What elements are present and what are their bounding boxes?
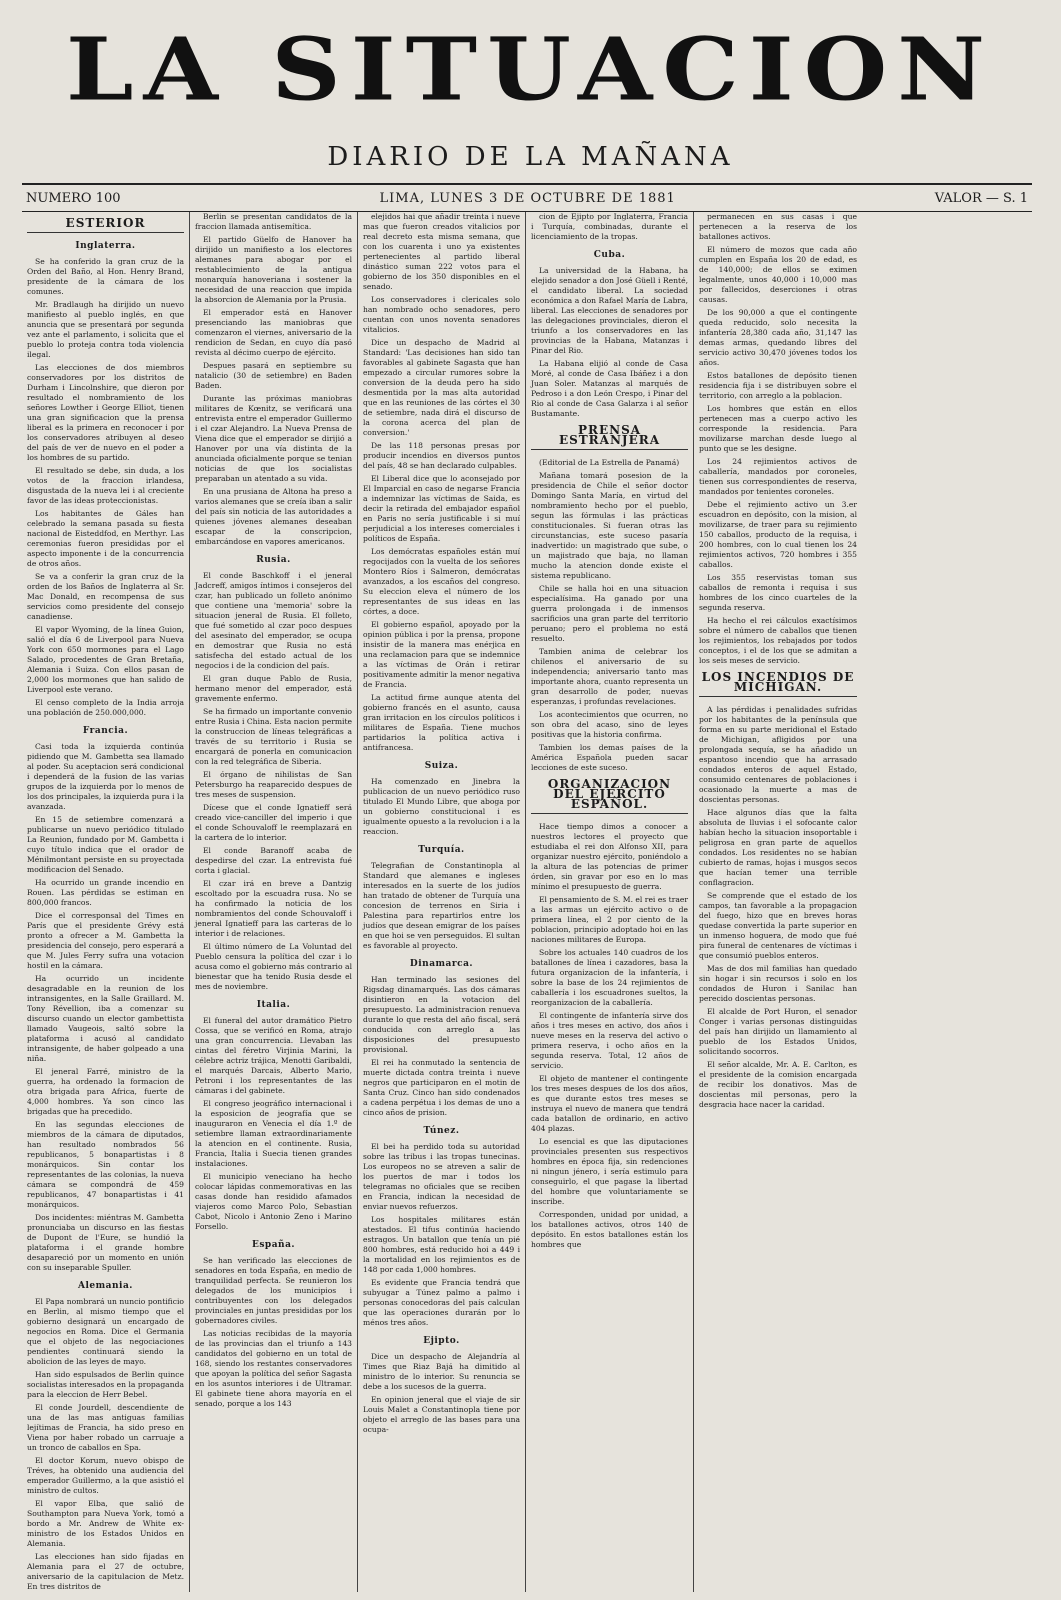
- section-heading: Suiza.: [424, 761, 459, 771]
- column-3: [358, 212, 526, 1592]
- section-heading: Inglaterra.: [75, 241, 136, 251]
- article-paragraph: Dice un despacho de Madrid al Standard: 'Las decisiones han sido tan favorables al gabinete Sagasta que han empezado a circular rumores sobre la conversion de la deuda pero ha sido desmentida por la mas alta autoridad que en las reuniones de las córtes el 30 de setiembre, nada dirá el discurso de la corona acerca del plan de conversion.': [363, 338, 520, 437]
- article-paragraph: Dos incidentes: miéntras M. Gambetta pronunciaba un discurso en las fiestas de Dupont de l'Eure, se hundió la plataforma i el grande hombre desapareció por un momento en unión con su inseparable Spuller.: [27, 1213, 184, 1272]
- section-heading: Turquía.: [418, 845, 465, 855]
- article-paragraph: En 15 de setiembre comenzará a publicarse un nuevo periódico titulado La Reunion, fundado por M. Gambetta i cuyo título indica que el orador de Ménilmontant persiste en su proyectada modificacion del Senado.: [27, 815, 184, 874]
- column-1: [22, 212, 190, 1592]
- article-columns: [22, 212, 1032, 1592]
- article-paragraph: Han sido espulsados de Berlin quince socialistas interesados en la propaganda para la eleccion de Herr Bebel.: [27, 1370, 184, 1399]
- article-paragraph: El conde Baschkoff i el jeneral Jadcreff, amigos íntimos i consejeros del czar, han publicado un folleto anónimo que contiene una 'memoria' sobre la situacion jeneral de Rusia. El folleto, que fué sometido al czar poco despues del asesinato del emperador, se ocupa en demostrar que Rusia no está satisfecha del estado actual de los negocios i de la condicion del país.: [195, 571, 352, 670]
- article-paragraph: El jeneral Farré, ministro de la guerra, ha ordenado la formacion de otra brigada para Africa, fuerte de 4,000 hombres. Ya son cinco las brigadas que ha precedido.: [27, 1067, 184, 1116]
- article-paragraph: Mañana tomará posesion de la presidencia de Chile el señor doctor Domingo Santa María, en virtud del nombramiento hecho por el pueblo, segun las fórmulas i las prácticas constitucionales. Si fueran otras las circunstancias, este suceso pasaría inadvertido: un magistrado que sube, o un majistrado que baja, no llaman mucho la atencion donde existe el sistema republicano.: [531, 471, 688, 580]
- section-heading: ORGANIZACION DEL EJERCITO ESPAÑOL.: [531, 779, 688, 814]
- article-paragraph: Ha comenzado en Jinebra la publicacion de un nuevo periódico ruso titulado El Mundo Libre, que aboga por un gobierno constitucional i es igualmente opuesto a la revolucion i a la reaccion.: [363, 777, 520, 836]
- section-heading: España.: [251, 1240, 296, 1250]
- section-heading: LOS INCENDIOS DE MICHIGAN.: [699, 672, 857, 697]
- article-paragraph: Las elecciones de dos miembros conservadores por los distritos de Durham i Lincolnshire, que dieron por resultado el nombramiento de los señores Lowther i George Elliot, tienen una gran significacion que la prensa liberal es la primera en reconocer i por los conservadores atribuyen al deseo del país de ver de nuevo en el poder a los hombres de su partido.: [27, 363, 184, 462]
- article-paragraph: cion de Ejipto por Inglaterra, Francia i Turquía, combinadas, durante el licenciamiento de la tropas.: [531, 212, 688, 241]
- section-heading: ESTERIOR: [27, 218, 184, 233]
- article-paragraph: El bei ha perdido toda su autoridad sobre las tribus i las tropas tunecinas. Los europeos no se atreven a salir de los puertos de mar i todos los telegramas no oficiales que se reciben en Francia, indican la necesidad de enviar nuevos refuerzos.: [363, 1142, 520, 1211]
- article-paragraph: El resultado se debe, sin duda, a los votos de la fraccion irlandesa, disgustada de la nueva lei i al creciente favor de las ideas proteccionistas.: [27, 466, 184, 505]
- article-paragraph: Telegrafian de Constantinopla al Standard que alemanes e ingleses interesados en la suerte de los judíos han tratado de obtener de Turquía una concesion de terrenos en Siria i Palestina para repartirlos entre los judíos que desean emigrar de los países en que hoi se ven perseguidos. El sultan es favorable al proyecto.: [363, 861, 520, 950]
- section-heading: PRENSA ESTRANJERA: [531, 425, 688, 450]
- article-paragraph: Se han verificado las elecciones de senadores en toda España, en medio de tranquilidad perfecta. Se reunieron los delegados de los municipios i contribuyentes con los delegados provinciales en juntas presididas por los gobernadores civiles.: [195, 1256, 352, 1325]
- article-paragraph: El número de mozos que cada año cumplen en España los 20 de edad, es de 140,000; de ellos se eximen legalmente, unos 40,000 i 10,000 mas por fallecidos, deserciones i otras causas.: [699, 245, 857, 304]
- article-paragraph: La universidad de la Habana, ha elejido senador a don José Güell i Renté, el candidato liberal. La sociedad económica a don Rafael María de Labra, liberal. Las elecciones de senadores por las delegaciones provinciales, dieron el triunfo a los conservadores en las provincias de la Habana, Matanzas i Pinar del Rio.: [531, 266, 688, 355]
- article-paragraph: Mr. Bradlaugh ha dirijido un nuevo manifiesto al pueblo inglés, en que anuncia que se presentará por segunda vez ante el parlamento, i solicita que el pueblo lo proteja contra toda violencia ilegal.: [27, 300, 184, 359]
- article-paragraph: El señor alcalde, Mr. A. E. Carlton, es el presidente de la comision encargada de recibir los donativos. Mas de doscientas mil personas, pero la desgracia hace nacer la caridad.: [699, 1060, 857, 1109]
- article-paragraph: El conde Jourdell, descendiente de una de las mas antiguas familias lejítimas de Francia, ha sido preso en Viena por haber robado un carruaje a un tronco de caballos en Spa.: [27, 1403, 184, 1452]
- article-paragraph: Estos batallones de depósito tienen residencia fija i se distribuyen sobre el territorio, con arreglo a la poblacion.: [699, 371, 857, 400]
- section-heading: Dinamarca.: [409, 959, 474, 969]
- article-paragraph: El conde Baranoff acaba de despedirse del czar. La entrevista fué corta i glacial.: [195, 846, 352, 875]
- article-paragraph: Los habitantes de Gáles han celebrado la semana pasada su fiesta nacional de Eisteddfod, en Merthyr. Las ceremonias fueron presididas por el aspecto imponente i de la concurrencia de otros años.: [27, 509, 184, 568]
- article-paragraph: elejidos hai que añadir treinta i nueve mas que fueron creados vitalicios por real decreto esta misma semana, que con los cuarenta i uno ya existentes pertenecientes al partido liberal dinástico suman 222 votos para el gobierno de los 350 disponibles en el senado.: [363, 212, 520, 291]
- article-paragraph: El Papa nombrará un nuncio pontificio en Berlin, al mismo tiempo que el gobierno designará un encargado de negocios en Roma. Dice el Germania que el objeto de las negociaciones pendientes continuará siendo la abolicion de las leyes de mayo.: [27, 1297, 184, 1366]
- article-paragraph: Debe el rejimiento activo un 3.er escuadron en depósito, con la mision, al movilizarse, de traer para su rejimiento 150 caballos, producto de la requisa, i 200 hombres, con lo cual tienen los 24 rejimientos activos, 720 hombres i 355 caballos.: [699, 500, 857, 569]
- article-paragraph: Tambien anima de celebrar los chilenos el aniversario de su independencia; aniversario tanto mas importante ahora, cuanto representa un gran desarrollo de poder, nuevas esperanzas, i profundas revelaciones.: [531, 647, 688, 706]
- article-paragraph: Dice el corresponsal del Times en París que el presidente Grévy está pronto a ofrecer a M. Gambetta la presidencia del consejo, pero esperará a que M. Jules Ferry sufra una votacion hostil en la cámara.: [27, 911, 184, 970]
- article-paragraph: (Editorial de La Estrella de Panamá): [539, 458, 680, 467]
- article-paragraph: Ha ocurrido un incidente desagradable en la reunion de los intransigentes, en la Salle Graillard. M. Tony Révellion, iba a comenzar su discurso cuando un elector gambettista llamado Vaugeois, saltó sobre la plataforma i acusó al candidato intransigente, de haber golpeado a una niña.: [27, 974, 184, 1063]
- article-paragraph: Dice un despacho de Alejandría al Times que Riaz Bajá ha dimitido al ministro de lo interior. Su renuncia se debe a los sucesos de la guerra.: [363, 1352, 520, 1391]
- article-paragraph: La Habana elijió al conde de Casa Moré, al conde de Casa Ibáñez i a don Juan Soler. Matanzas al marqués de Pedroso i a don León Crespo, i Pinar del Rio al conde de Casa Galarza i al señor Bustamante.: [531, 359, 688, 418]
- article-paragraph: Despues pasará en septiembre su natalicio (30 de setiembre) en Baden Baden.: [195, 361, 352, 390]
- article-paragraph: El funeral del autor dramático Pietro Cossa, que se verificó en Roma, atrajo una gran concurrencia. Llevaban las cintas del féretro Virjinia Marini, la célebre actriz trájica, Menotti Garibaldi, el marqués Darcais, Alberto Mario, Petroni i los representantes de las cámaras i del gabinete.: [195, 1016, 352, 1095]
- article-paragraph: De los 90,000 a que el contingente queda reducido, solo necesita la infantería 28,380 cada año, 31,147 las demas armas, quedando libres del servicio activo 30,470 jóvenes todos los años.: [699, 308, 857, 367]
- article-paragraph: El contingente de infantería sirve dos años i tres meses en activo, dos años i nueve meses en la reserva del activo o primera reserva, i ocho años en la segunda reserva. Total, 12 años de servicio.: [531, 1011, 688, 1070]
- section-heading: Cuba.: [593, 250, 626, 260]
- newspaper-title: LA SITUACION: [65, 18, 995, 121]
- section-heading: Italia.: [256, 1000, 291, 1010]
- article-paragraph: Durante las próximas maniobras militares de Kœnitz, se verificará una entrevista entre el emperador Guillermo i el czar Alejandro. La Nueva Prensa de Viena dice que el emperador se dirijió a Hanover por una vía distinta de la anunciada oficialmente porque se tenian noticias de que los socialistas preparaban un atentado a su vida.: [195, 394, 352, 483]
- article-paragraph: permanecen en sus casas i que pertenecen a la reserva de los batallones activos.: [699, 212, 857, 241]
- article-paragraph: Se comprende que el estado de los campos, tan favorable a la propagacion del fuego, hizo que en breves horas quedase convertida la parte superior en un inmenso hoguera, de modo que fué pira funeral de centenares de víctimas i que consumió pueblos enteros.: [699, 891, 857, 960]
- article-paragraph: Mas de dos mil familias han quedado sin hogar i sin recursos i solo en los condados de Huron i Sanilac han perecido doscientas personas.: [699, 964, 857, 1003]
- issue-number: NUMERO 100: [26, 190, 121, 206]
- article-paragraph: A las pérdidas i penalidades sufridas por los habitantes de la península que forma en su parte meridional el Estado de Michigan, afligidos por una prolongada sequía, se ha añadido un espantoso incendio que ha arrasado condados enteros de aquel Estado, consumido centenares de poblaciones i ocasionado la muerte a mas de doscientas personas.: [699, 705, 857, 804]
- article-paragraph: En opinion jeneral que el viaje de sir Louis Malet a Constantinopla tiene por objeto el arreglo de las bases para una ocupa-: [363, 1395, 520, 1434]
- article-paragraph: Se ha conferido la gran cruz de la Orden del Baño, al Hon. Henry Brand, presidente de la cámara de los comunes.: [27, 257, 184, 296]
- article-paragraph: El partido Güelfo de Hanover ha dirijido un manifiesto a los electores alemanes para abogar por el restablecimiento de la antigua monarquía hanoveriana i sostener la necesidad de una reaccion que impida la absorcion de Alemania por la Prusia.: [195, 235, 352, 304]
- article-paragraph: Los acontecimientos que ocurren, no son obra del acaso, sino de leyes positivas que la historia confirma.: [531, 710, 688, 739]
- article-paragraph: Berlin se presentan candidatos de la fraccion llamada antisemítica.: [195, 212, 352, 231]
- section-heading: Francia.: [82, 726, 129, 736]
- article-paragraph: El censo completo de la India arroja una población de 250.000,000.: [27, 698, 184, 717]
- article-paragraph: Ha ocurrido un grande incendio en Rouen. Las pérdidas se estiman en 800,000 francos.: [27, 878, 184, 907]
- article-paragraph: Es evidente que Francia tendrá que subyugar a Túnez palmo a palmo i personas conocedoras del país calculan que las operaciones durarán por lo ménos tres años.: [363, 1278, 520, 1327]
- article-paragraph: Los conservadores i clericales solo han nombrado ocho senadores, pero cuentan con unos noventa senadores vitalicios.: [363, 295, 520, 334]
- article-paragraph: Los hombres que están en ellos pertenecen mas a cuerpo activo les corresponde la residencia. Para movilizarse marchan desde luego al punto que se les designe.: [699, 404, 857, 453]
- article-paragraph: El czar irá en breve a Dantzig escoltado por la escuadra rusa. No se ha confirmado la noticia de los nombramientos del conde Schouvaloff i jeneral Ignatieff para las carteras de lo interior i de relaciones.: [195, 879, 352, 938]
- article-paragraph: El último número de La Voluntad del Pueblo censura la política del czar i lo acusa como el gobierno más contrario al bienestar que ha tenido Rusia desde el mes de noviembre.: [195, 942, 352, 991]
- article-paragraph: El doctor Korum, nuevo obispo de Tréves, ha obtenido una audiencia del emperador Guillermo, a la que asistió el ministro de cultos.: [27, 1456, 184, 1495]
- section-heading: Rusia.: [256, 555, 291, 565]
- article-paragraph: Dícese que el conde Ignatieff será creado vice-canciller del imperio i que el conde Schouvaloff le reemplazará en la cartera de lo interior.: [195, 803, 352, 842]
- article-paragraph: El gran duque Pablo de Rusia, hermano menor del emperador, está gravemente enfermo.: [195, 674, 352, 703]
- article-paragraph: El alcalde de Port Huron, el senador Conger i varias personas distinguidas del país han dirijido un llamamiento al pueblo de los Estados Unidos, solicitando socorros.: [699, 1007, 857, 1056]
- article-paragraph: El congreso jeográfico internacional i la esposicion de jeografía que se inauguraron en Venecia el día 1.º de setiembre llaman extraordinariamente la atencion en el continente. Rusia, Francia, Italia i Suecia tienen grandes instalaciones.: [195, 1099, 352, 1168]
- section-heading: Alemania.: [78, 1281, 133, 1291]
- article-paragraph: Hace algunos días que la falta absoluta de lluvias i el sofocante calor habían hecho la situacion insoportable i peligrosa en gran parte de aquellos condados. Los residentes no se habían cubierto de ramas, hojas i musgos secos que hacían temer una terrible conflagracion.: [699, 808, 857, 887]
- article-paragraph: El vapor Wyoming, de la línea Guion, salió el día 6 de Liverpool para Nueva York con 650 mormones para el Lago Salado, procedentes de Gran Bretaña, Alemania i Suiza. Con ellos pasan de 2,000 los mormones que han salido de Liverpool este verano.: [27, 625, 184, 694]
- article-paragraph: El gobierno español, apoyado por la opinion pública i por la prensa, propone insistir de la manera mas enérjica en una reclamacion para que se indemnice a las víctimas de Orán i retirar positivamente admitir la menor negativa de Francia.: [363, 620, 520, 689]
- article-paragraph: Las elecciones han sido fijadas en Alemania para el 27 de octubre, aniversario de la capitulacion de Metz. En tres distritos de: [27, 1552, 184, 1591]
- article-paragraph: Los hospitales militares están atestados. El tifus continúa haciendo estragos. Un batallon que tenía un pié 800 hombres, está reducido hoi a 449 i la mortalidad en los rejimientos es de 148 por cada 1,000 hombres.: [363, 1215, 520, 1274]
- article-paragraph: Chile se halla hoi en una situacion especialísima. Ha ganado por una guerra prolongada i de inmensos sacrificios una gran parte del territorio peruano; pero el problema no está resuelto.: [531, 584, 688, 643]
- column-5: [694, 212, 862, 1592]
- masthead: [0, 18, 1061, 172]
- article-paragraph: El pensamiento de S. M. el rei es traer a las armas un ejército activo o de primera línea, el 2 por ciento de la poblacion, principio adoptado hoi en las naciones militares de Europa.: [531, 895, 688, 944]
- article-paragraph: En una prusiana de Altona ha preso a varios alemanes que se creía iban a salir del país sin noticia de las autoridades a quienes jóvenes alemanes deseaban escapar de la conscripcion, embarcándose en vapores americanos.: [195, 487, 352, 546]
- article-paragraph: El municipio veneciano ha hecho colocar lápidas conmemorativas en las casas donde han residido afamados viajeros como Marco Polo, Sebastian Cabot, Nicolo i Antonio Zeno i Marino Forsello.: [195, 1172, 352, 1231]
- issue-date: LIMA, LUNES 3 DE OCTUBRE DE 1881: [379, 190, 676, 206]
- article-paragraph: En las segundas elecciones de miembros de la cámara de diputados, han resultado nombrados 56 republicanos, 5 bonapartistas i 8 monárquicos. Sin contar los representantes de las colonias, la nueva cámara se compondrá de 459 republicanos, 47 bonapartistas i 41 monárquicos.: [27, 1120, 184, 1209]
- article-paragraph: De las 118 personas presas por producir incendios en diversos puntos del país, 48 se han declarado culpables.: [363, 441, 520, 470]
- article-paragraph: Los demócratas españoles están muí regocijados con la vuelta de los señores Montero Ríos i Salmeron, demócratas avanzados, a los escaños del congreso. Su eleccion eleva el número de los representantes de sus ideas en las córtes, a doce.: [363, 547, 520, 616]
- article-paragraph: El rei ha conmutado la sentencia de muerte dictada contra treinta i nueve negros que participaron en el motin de Santa Cruz. Cinco han sido condenados a cadena perpétua i los demas de uno a cinco años de prision.: [363, 1058, 520, 1117]
- article-paragraph: Casi toda la izquierda continúa pidiendo que M. Gambetta sea llamado al poder. Su aceptacion será condicional i dependerá de la fusion de las varias grupos de la izquierda por lo menos de los dos principales, la izquierda pura i la avanzada.: [27, 742, 184, 811]
- article-paragraph: Se ha firmado un importante convenio entre Rusia i China. Esta nacion permite la construccion de líneas telegráficas a través de su territorio i Rusia se encargará de ponerla en comunicacion con la red telegráfica de Siberia.: [195, 707, 352, 766]
- article-paragraph: Ha hecho el rei cálculos exactísimos sobre el número de caballos que tienen los rejimientos, los rebajados por todos conceptos, i el de los que se admitan a los seis meses de servicio.: [699, 616, 857, 665]
- column-2: [190, 212, 358, 1592]
- article-paragraph: Las noticias recibidas de la mayoría de las provincias dan el triunfo a 143 candidatos del gobierno en un total de 168, siendo los restantes conservadores que apoyan la política del señor Sagasta en los asuntos interiores i de Ultramar. El gabinete tiene ahora mayoría en el senado, porque a los 143: [195, 1329, 352, 1408]
- article-paragraph: Los 355 reservistas toman sus caballos de remonta i requisa i sus hombres de los cinco cuarteles de la segunda reserva.: [699, 573, 857, 612]
- section-heading: Ejipto.: [423, 1336, 460, 1346]
- article-paragraph: Se va a conferir la gran cruz de la orden de los Baños de Inglaterra al Sr. Mac Donald, en recompensa de sus servicios como presidente del consejo canadiense.: [27, 572, 184, 621]
- article-paragraph: Sobre los actuales 140 cuadros de los batallones de línea i cazadores, basa la futura organizacion de la infantería, i sobre la base de los 24 rejimientos de caballería i los escuadrones sueltos, la reorganizacion de la caballería.: [531, 948, 688, 1007]
- section-heading: Túnez.: [423, 1126, 460, 1136]
- article-paragraph: Lo esencial es que las diputaciones provinciales presenten sus respectivos hombres en época fija, sin redenciones ni ningun jénero, i sería estimulo para conseguirlo, el que pagase la libertad del hombre que voluntariamente se inscribe.: [531, 1137, 688, 1206]
- article-paragraph: El Liberal dice que lo aconsejado por El Imparcial en caso de negarse Francia a indemnizar las víctimas de Saida, es decir la retirada del embajador español en Paris no sería justificable i si muí perjudicial a los intereses comerciales i políticos de España.: [363, 474, 520, 543]
- article-paragraph: Corresponden, unidad por unidad, a los batallones activos, otros 140 de depósito. En estos batallones están los hombres que: [531, 1210, 688, 1249]
- article-paragraph: Tambien los demas países de la América Española pueden sacar lecciones de este suceso.: [531, 743, 688, 772]
- article-paragraph: El objeto de mantener el contingente los tres meses despues de los dos años, es que durante estos tres meses se instruya el nuevo de manera que tendrá cada batallon de ordinario, en activo 404 plazas.: [531, 1074, 688, 1133]
- article-paragraph: Han terminado las sesiones del Rigsdag dinamarqués. Las dos cámaras disintieron en la votacion del presupuesto. La administracion renueva durante lo que resta del año fiscal, será conducida con arreglo a las disposiciones del presupuesto provisional.: [363, 975, 520, 1054]
- dateline: [22, 183, 1032, 212]
- article-paragraph: Los 24 rejimientos activos de caballería, mandados por coroneles, tienen sus correspondientes de reserva, mandados por tenientes coroneles.: [699, 457, 857, 496]
- newspaper-subtitle: DIARIO DE LA MAÑANA: [327, 142, 734, 172]
- article-paragraph: La actitud firme aunque atenta del gobierno francés en el asunto, causa gran irritacion en los círculos políticos i militares de España. Tiene muchos partidarios la política activa i antifrancesa.: [363, 693, 520, 752]
- article-paragraph: El emperador está en Hanover presenciando las maniobras que comenzaron el viernes, aniversario de la rendicion de Sedan, en cuyo día pasó revista al décimo cuerpo de ejército.: [195, 308, 352, 357]
- article-paragraph: Hace tiempo dimos a conocer a nuestros lectores el proyecto que estudiaba el rei don Alfonso XII, para organizar nuestro ejército, poniéndolo a la altura de las potencias de primer órden, sin gravar por eso en lo mas mínimo el presupuesto de guerra.: [531, 822, 688, 891]
- column-4: [526, 212, 694, 1592]
- issue-price: VALOR — S. 1: [934, 190, 1028, 206]
- article-paragraph: El órgano de nihilistas de San Petersburgo ha reaparecido despues de tres meses de suspension.: [195, 770, 352, 799]
- article-paragraph: El vapor Elba, que salió de Southampton para Nueva York, tomó a bordo a Mr. Andrew de White ex-ministro de los Estados Unidos en Alemania.: [27, 1499, 184, 1548]
